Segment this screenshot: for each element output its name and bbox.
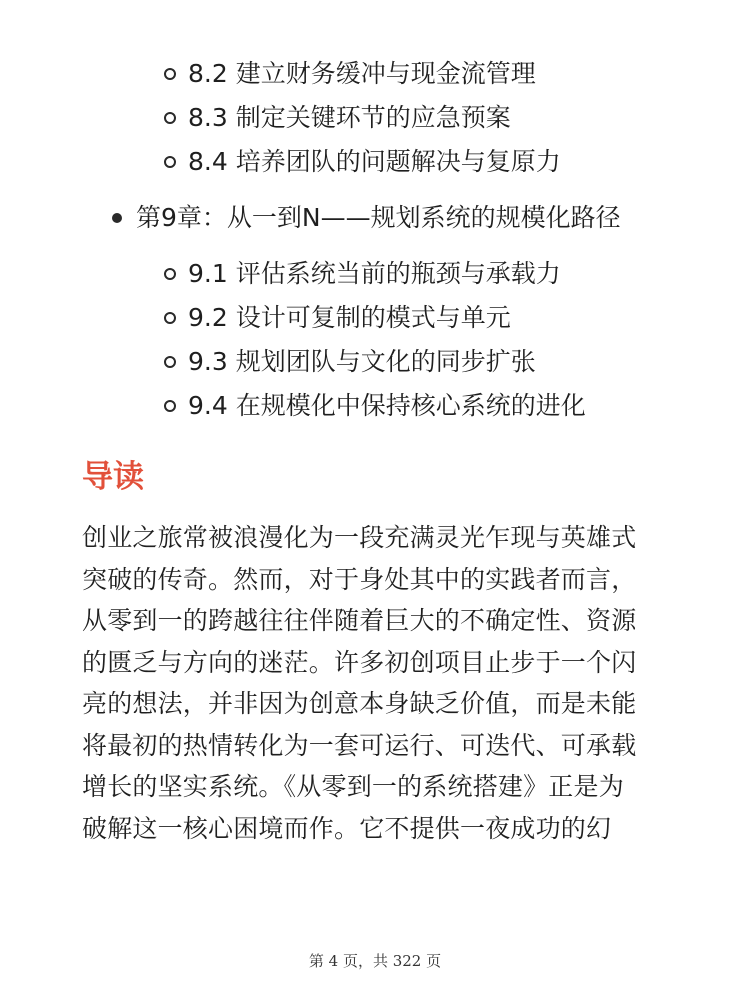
toc-item-9-1[interactable] <box>164 252 586 296</box>
solid-bullet-icon <box>112 213 122 223</box>
toc-item-label: 9.4 在规模化中保持核心系统的进化 <box>188 391 586 420</box>
toc-chapter8-sublist <box>164 52 561 184</box>
toc-item-label: 8.2 建立财务缓冲与现金流管理 <box>188 59 536 88</box>
intro-line: 的匮乏与方向的迷茫。许多初创项目止步于一个闪 <box>82 647 637 677</box>
toc-item-label: 9.2 设计可复制的模式与单元 <box>188 303 511 332</box>
toc-item-8-3[interactable] <box>164 96 561 140</box>
toc-chapter-9[interactable] <box>112 196 621 240</box>
hollow-bullet-icon <box>164 156 176 168</box>
intro-line: 破解这一核心困境而作。它不提供一夜成功的幻 <box>82 813 612 843</box>
intro-line: 亮的想法，并非因为创意本身缺乏价值，而是未能 <box>82 689 637 718</box>
intro-line: 将最初的热情转化为一套可运行、可迭代、可承载 <box>82 730 637 760</box>
hollow-bullet-icon <box>164 268 176 280</box>
hollow-bullet-icon <box>164 356 176 368</box>
toc-item-9-4[interactable] <box>164 384 586 428</box>
toc-item-label: 9.3 规划团队与文化的同步扩张 <box>188 347 536 376</box>
intro-line: 创业之旅常被浪漫化为一段充满灵光乍现与英雄式 <box>82 523 637 552</box>
toc-item-9-2[interactable] <box>164 296 586 340</box>
toc-chapter-label: 第9章：从一到N——规划系统的规模化路径 <box>136 203 621 232</box>
hollow-bullet-icon <box>164 312 176 324</box>
toc-item-label: 9.1 评估系统当前的瓶颈与承载力 <box>188 259 561 288</box>
intro-heading: 导读 <box>82 459 144 495</box>
toc-item-label: 8.4 培养团队的问题解决与复原力 <box>188 147 561 176</box>
hollow-bullet-icon <box>164 400 176 412</box>
toc-item-8-4[interactable] <box>164 140 561 184</box>
hollow-bullet-icon <box>164 112 176 124</box>
intro-line: 从零到一的跨越往往伴随着巨大的不确定性、资源 <box>82 606 637 635</box>
intro-line: 突破的传奇。然而，对于身处其中的实践者而言， <box>82 564 637 594</box>
hollow-bullet-icon <box>164 68 176 80</box>
intro-paragraph <box>82 517 674 849</box>
intro-line: 增长的坚实系统。《从零到一的系统搭建》正是为 <box>82 772 624 801</box>
toc-item-label: 8.3 制定关键环节的应急预案 <box>188 103 511 132</box>
page-number-footer: 第 4 页，共 322 页 <box>308 952 442 970</box>
toc-item-8-2[interactable] <box>164 52 561 96</box>
toc-chapter9-sublist <box>164 252 586 428</box>
toc-item-9-3[interactable] <box>164 340 586 384</box>
